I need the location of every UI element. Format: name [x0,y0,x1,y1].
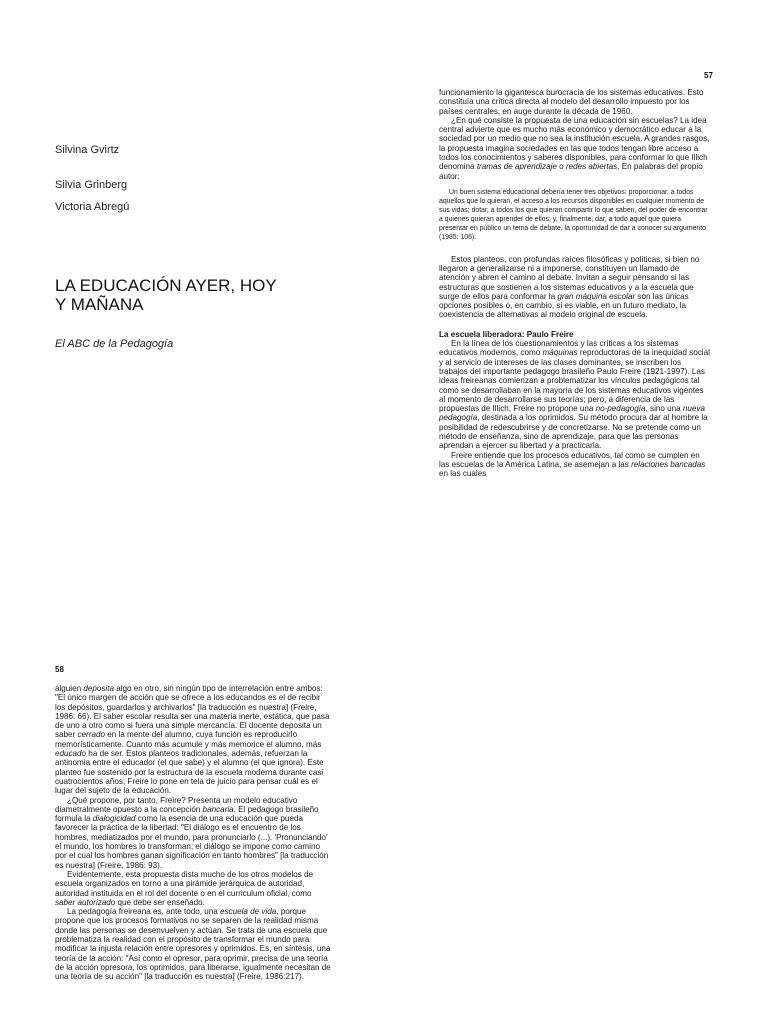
emphasis: educado [55,749,87,759]
text-run: que debe ser enseñado. [115,897,205,907]
book-title [55,276,277,314]
text-run: ha de ser. Estos planteos tradicionales, además, refuerzan la antinomia entre el educador (el que sabe) y el alumno (el que ignora). Este planteo fue sostenido por la estructura de la escuela moderna durante casi cuatrocientos años; Freire lo pone en tela de juicio para pensar cuál es el lugar del sujeto de la educación. [55,749,324,796]
text-run: reproductoras de la inequidad social y al servicio de intereses de las clases dominantes, se inscriben los trabajos del importante pedagogo brasileño Paulo Freire (1921-1997). Las ideas freireanas comienzan a problematizar los vínculos pedagógicos tal como se desarrollaban en la mayoría de los sistemas educativos vigentes al momento de desarrollarse sus teorías; pero, a diferencia de las propuestas de Illich, Freire no propone una [439,348,710,414]
emphasis: bancaria [202,804,234,814]
page-57-column [439,88,711,479]
paragraph [439,255,711,320]
book-subtitle: El ABC de la Pedagogía [55,338,174,350]
text-run: alguien [55,684,84,693]
text-run: funcionamiento la gigantesca burocracia de los sistemas educativos. Esto constituía una crítica directa al modelo del desarrollo impuesto por los países centrales, en auge durante la década de 1960. [439,88,704,116]
emphasis: dialogicidad [92,814,136,824]
page-number: 57 [704,71,713,80]
paragraph [55,684,333,796]
text-run: algo en otro, sin ningún tipo de interrelación entre ambos: "El único margen de acción que se ofrece a los educandos es el de recibir los depósitos, guardarlos y archivarlos" [la traducción es nuestra] (Freire, 1986: 66). El saber escolar resulta ser una materia inerte, estática, que pasa de uno a otro como si fuera una simple mercancía. El docente deposita un saber [55,684,330,740]
text-run: Evidentemente, esta propuesta dista mucho de los otros modelos de escuela organizados en torno a una pirámide jerárquica de autoridad, autoridad instituida en el rol del docente o en el curriculum oficial, como [55,869,314,898]
text-run: Freire entiende que los procesos educativos, tal como se cumplen en las escuelas de la América Latina, se asemejan a las [439,450,700,469]
book-title-line: LA EDUCACIÓN AYER, HOY [55,276,277,295]
quote-text: Un buen sistema educacional debería tener tres objetivos: proporcionar, a todos aquellos que lo quieran, el acceso a los recursos disponibles en cualquier momento de sus vidas; dotar, a todos los que quieran compartir lo que saben, del poder de encontrar a quienes quieran aprender de ellos; y, finalmente, dar, a todo aquel que quiera presentar en público un tema de debate, la oportunidad de dar a conocer su argumento (1985: 106). [439,188,708,241]
paragraph [55,870,333,907]
text-run: ¿En qué consiste la propuesta de una educación sin escuelas? La idea central advierte que es mucho más económico y democrático educar a la sociedad por un medio que no sea la institución escuela. A grandes rasgos, la propuesta imagina sociedades en las que todos tengan libre acceso a todos los conocimientos y saberes disponibles, para conformar lo que Illich denomina [439,115,710,172]
text-run: Estos planteos, con profundas raíces filosóficas y políticas, si bien no llegaron a generalizarse ni a imponerse, constituyen un llamado de atención y abren el camino al debate. Invitan a seguir pensando si las estructuras que sostienen a los sistemas educativos y a la escuela que surge de ellos para conformar la [439,254,700,301]
emphasis: nueva pedagogía [439,404,705,423]
emphasis: gran máquina escolar [557,291,636,301]
author-name: Silvia Grinberg [55,179,128,191]
paragraph [439,451,711,479]
emphasis: saber autorizado [55,897,116,907]
paragraph [55,907,333,981]
text-run: , destinada a los oprimidos. Su método procura dar al hombre la posibilidad de redescubrirse y de concretizarse. No se pretende como un método de enseñanza, sino de aprendizaje, para que las personas aprendan a ejercer su libertad y a practicarla. [439,413,708,451]
text-run: son las únicas opciones posibles o, en cambio, si es viable, en un futuro mediato, la coexistencia de alternativas al modelo original de escuela. [439,291,689,320]
paragraph [55,796,333,870]
text-run: en las cuales [439,469,487,479]
paragraph [439,339,711,451]
text-run: En la línea de los cuestionamientos y las críticas a los sistemas educativos modernos, como [439,339,679,358]
author-name: Silvina Gvirtz [55,144,120,156]
text-run: en la mente del alumno, cuya función es reproducirlo memorísticamente. Cuanto más acumule y más memorice el alumno, más [55,730,322,749]
emphasis: no-pedagogía [595,404,646,414]
text-run: . En palabras del propio autor: [439,162,703,181]
text-run: . El pedagogo brasileño formula la [55,804,319,824]
emphasis: máquinas [542,348,578,358]
page-58-column [55,684,333,982]
emphasis: deposita [83,684,114,693]
text-run: ¿Qué propone, por tanto, Freire? Presenta un modelo educativo diametralmente opuesto a la concepción [55,795,298,814]
paragraph [439,116,711,181]
emphasis: relaciones bancadas [631,459,706,469]
text-run: , porque propone que los procesos formativos no se separen de la realidad misma donde las personas se desenvuelven y actúan. Se trata de una escuela que problematiza la realidad con el propósito de transformar el mundo para modificar la injusta relación entre opresores y oprimidos. Es, en síntesis, una teoría de la acción: "Así como el opresor, para oprimir, precisa de una teoría de la acción opresora, los oprimidos, para liberarse, igualmente necesitan de una teoría de su acción" [la traducción es nuestra] (Freire, 1986:217). [55,907,331,982]
paragraph [439,88,711,116]
block-quote [439,189,711,243]
page-number: 58 [55,665,64,674]
author-name: Victoria Abregú [55,201,130,213]
text-run: La pedagogía freireana es, ante todo, una [67,907,221,917]
emphasis: escuela de vida [220,907,277,917]
text-run: como la esencia de una educación que pueda favorecer la práctica de la libertad: "El diálogo es el encuentro de los hombres, mediatizados por el mundo, para pronunciarlo (...). 'Pronunciando' el mundo, los hombres lo transforman; el diálogo se impone como camino por el cual los hombres ganan significación en tanto hombres" [la traducción es nuestra] (Freire, 1986: 93). [55,814,329,870]
book-title-line: Y MAÑANA [55,295,144,314]
text-run: o [556,162,566,172]
text-run: , sino una [645,404,683,414]
emphasis: tramas de aprendizaje [476,162,557,172]
section-heading: La escuela liberadora: Paulo Freire [439,329,574,339]
emphasis: redes abiertas [565,162,618,172]
emphasis: cerrado [77,730,105,740]
